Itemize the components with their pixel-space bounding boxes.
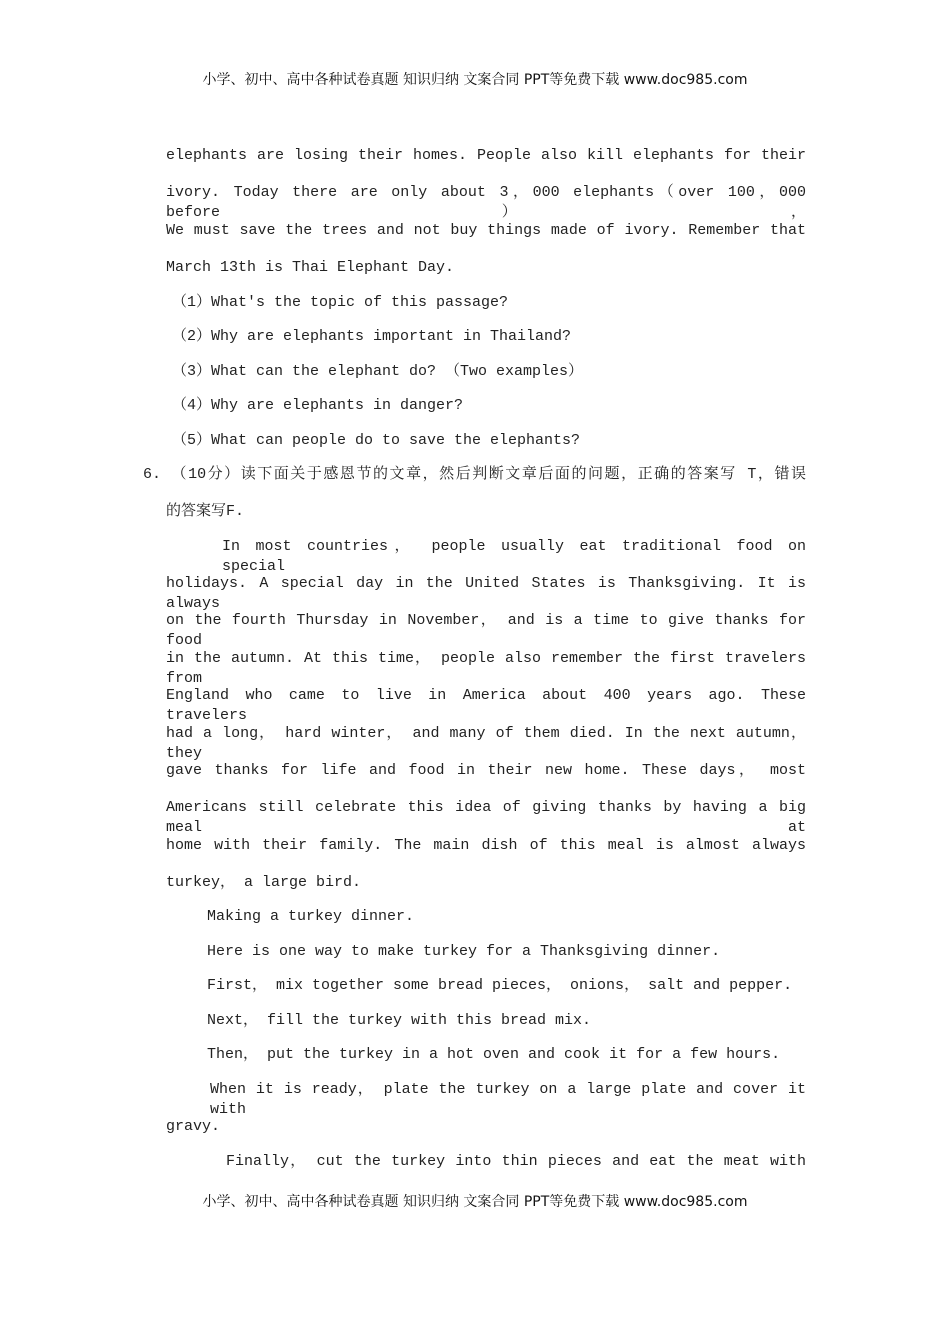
passage-line: We must save the trees and not buy things made of ivory. Remember that	[166, 222, 806, 239]
recipe-step: First， mix together some bread pieces， onions， salt and pepper.	[207, 977, 793, 994]
question-1: （1）What's the topic of this passage?	[172, 294, 509, 311]
recipe-step: Then， put the turkey in a hot oven and cook it for a few hours.	[207, 1046, 781, 1063]
passage-line: turkey， a large bird.	[166, 874, 362, 891]
question-6-instruction: 6. （10分）读下面关于感恩节的文章，然后判断文章后面的问题，正确的答案写 T，错误	[143, 466, 806, 483]
passage-line: elephants are losing their homes. People also kill elephants for their	[166, 147, 806, 164]
recipe-step: Next， fill the turkey with this bread mix.	[207, 1012, 592, 1029]
question-2: （2）Why are elephants important in Thailand?	[172, 328, 572, 345]
passage-line: Americans still celebrate this idea of giving thanks by having a big meal at	[166, 799, 806, 836]
recipe-step: Finally， cut the turkey into thin pieces and eat the meat with	[226, 1153, 806, 1170]
recipe-step-cont: gravy.	[166, 1118, 221, 1135]
passage-line: home with their family. The main dish of this meal is almost always	[166, 837, 806, 854]
question-5: （5）What can people do to save the elephants?	[172, 432, 581, 449]
passage-line: ivory. Today there are only about 3，000 elephants（over 100，000 before），	[166, 184, 806, 221]
question-4: （4）Why are elephants in danger?	[172, 397, 464, 414]
recipe-step: When it is ready， plate the turkey on a large plate and cover it with	[210, 1081, 806, 1118]
question-3: （3）What can the elephant do? （Two examples）	[172, 363, 584, 380]
passage-line: March 13th is Thai Elephant Day.	[166, 259, 455, 276]
question-6-instruction-cont: 的答案写F.	[166, 503, 245, 520]
page-header: 小学、初中、高中各种试卷真题 知识归纳 文案合同 PPT等免费下载 www.doc985.com	[202, 72, 748, 88]
passage-line: holidays. A special day in the United States is Thanksgiving. It is always	[166, 575, 806, 612]
passage-line: in the autumn. At this time， people also remember the first travelers from	[166, 650, 806, 687]
passage-line: England who came to live in America about 400 years ago. These travelers	[166, 687, 806, 724]
passage-line: gave thanks for life and food in their new home. These days， most	[166, 762, 806, 779]
passage-line: had a long， hard winter， and many of them died. In the next autumn， they	[166, 725, 806, 762]
recipe-line: Here is one way to make turkey for a Thanksgiving dinner.	[207, 943, 721, 960]
recipe-title: Making a turkey dinner.	[207, 908, 415, 925]
page-footer: 小学、初中、高中各种试卷真题 知识归纳 文案合同 PPT等免费下载 www.doc985.com	[202, 1194, 748, 1210]
passage-line: In most countries， people usually eat traditional food on special	[222, 538, 806, 575]
passage-line: on the fourth Thursday in November， and is a time to give thanks for food	[166, 612, 806, 649]
